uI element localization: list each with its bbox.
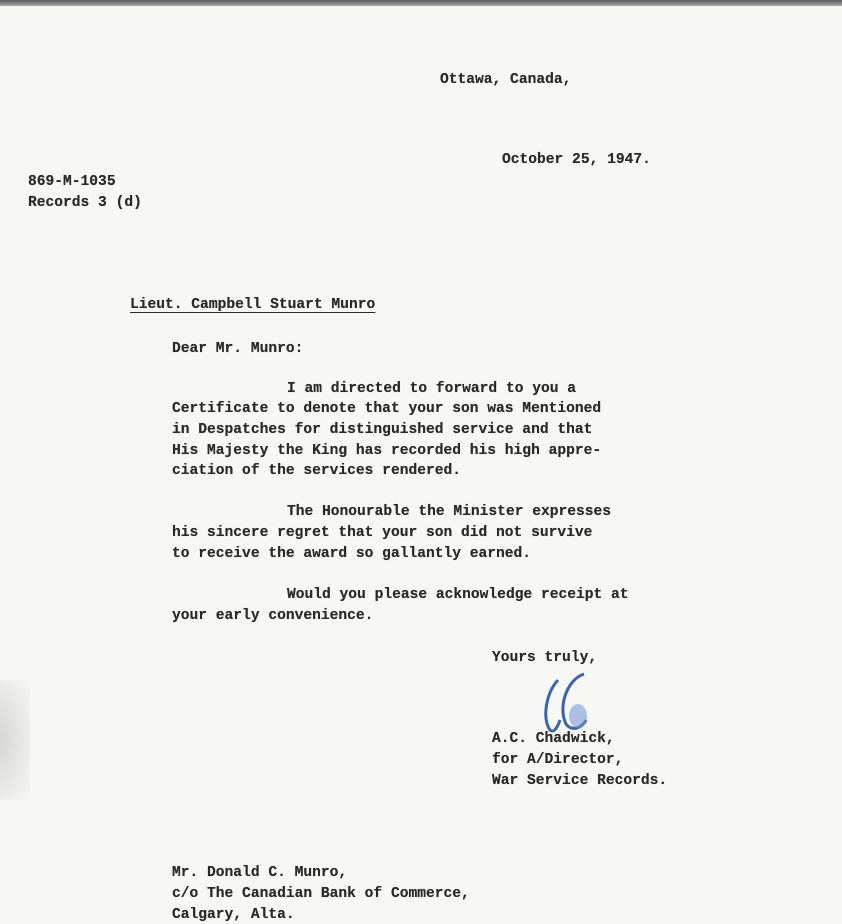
text-line: His Majesty the King has recorded his high appre-: [172, 443, 602, 459]
text-line: I am directed to forward to you a: [287, 381, 577, 397]
text-line: ciation of the services rendered.: [172, 463, 462, 479]
addressee-name: Mr. Donald C. Munro,: [172, 865, 348, 881]
subject-line: Lieut. Campbell Stuart Munro: [130, 297, 376, 313]
place: Ottawa, Canada,: [440, 72, 572, 88]
addressee-city: Calgary, Alta.: [172, 907, 295, 923]
closing: Yours truly,: [492, 650, 598, 666]
signatory-department: War Service Records.: [492, 773, 668, 789]
file-number: 869-M-1035: [28, 174, 116, 190]
date: October 25, 1947.: [502, 152, 651, 168]
salutation: Dear Mr. Munro:: [172, 341, 304, 357]
records-reference: Records 3 (d): [28, 195, 142, 211]
handwritten-signature: [536, 668, 606, 738]
text-line: his sincere regret that your son did not survive: [172, 525, 593, 541]
text-line: in Despatches for distinguished service and that: [172, 422, 593, 438]
addressee-line: c/o The Canadian Bank of Commerce,: [172, 886, 470, 902]
signatory-title: for A/Director,: [492, 752, 624, 768]
top-edge: [0, 0, 842, 6]
text-line: your early convenience.: [172, 608, 374, 624]
signatory-name: A.C. Chadwick,: [492, 731, 615, 747]
page-shadow: [0, 680, 30, 800]
text-line: Would you please acknowledge receipt at: [287, 587, 629, 603]
text-line: Certificate to denote that your son was Mentioned: [172, 401, 602, 417]
text-line: The Honourable the Minister expresses: [287, 504, 612, 520]
text-line: to receive the award so gallantly earned.: [172, 546, 532, 562]
